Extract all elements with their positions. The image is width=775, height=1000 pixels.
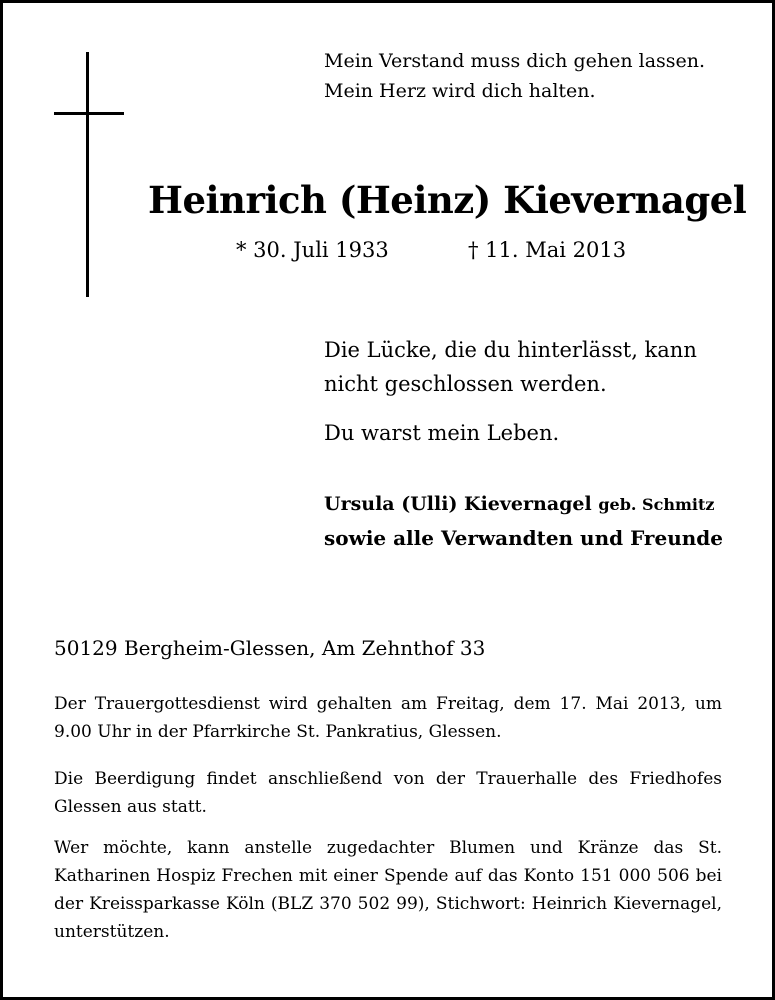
cross-vertical-bar <box>86 52 89 297</box>
motto-line-1: Mein Verstand muss dich gehen lassen. <box>324 50 706 72</box>
burial-paragraph: Die Beerdigung findet anschließend von der Trauerhalle des Friedhofes Glessen aus statt. <box>54 769 722 817</box>
birth-date: * 30. Juli 1933 <box>236 238 389 262</box>
poem <box>324 333 697 401</box>
death-date: † 11. Mai 2013 <box>468 238 627 262</box>
mourners-others: sowie alle Verwandten und Freunde <box>324 526 723 550</box>
service-paragraph: Der Trauergottesdienst wird gehalten am Freitag, dem 17. Mai 2013, um 9.00 Uhr in der Pfarrkirche St. Pankratius, Glessen. <box>54 694 722 742</box>
donation-paragraph: Wer möchte, kann anstelle zugedachter Blumen und Kränze das St. Katharinen Hospiz Frechen mit einer Spende auf das Konto 151 000 506 bei der Kreissparkasse Köln (BLZ 370 502 99), Stichwort: Heinrich Kievernagel, unterstützen. <box>54 838 722 942</box>
mourner-name-line <box>324 493 714 515</box>
motto-line-2: Mein Herz wird dich halten. <box>324 80 596 102</box>
poem-line-1: Die Lücke, die du hinterlässt, kann <box>324 338 697 362</box>
mourner-birth-name: geb. Schmitz <box>598 495 715 514</box>
poem-line-3: Du warst mein Leben. <box>324 421 560 445</box>
cross-horizontal-bar <box>54 112 124 115</box>
address: 50129 Bergheim-Glessen, Am Zehnthof 33 <box>54 636 486 660</box>
mourner-name: Ursula (Ulli) Kievernagel <box>324 493 592 515</box>
motto <box>324 46 705 106</box>
deceased-name: Heinrich (Heinz) Kievernagel <box>148 178 747 222</box>
poem-line-2: nicht geschlossen werden. <box>324 372 607 396</box>
